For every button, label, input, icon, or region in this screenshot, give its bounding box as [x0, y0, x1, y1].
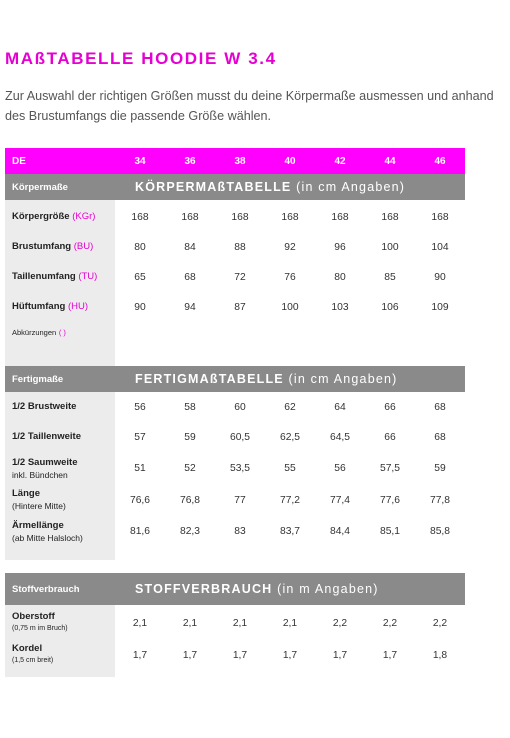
table-row	[5, 262, 465, 292]
table-cell: 2,2	[432, 617, 448, 629]
size-label: 44	[384, 155, 396, 167]
table-cell: 90	[134, 301, 146, 313]
table-cell: 85,8	[429, 526, 451, 537]
koerper-section-title: KÖRPERMAßTABELLE (in cm Angaben)	[135, 180, 406, 194]
row-values	[115, 432, 465, 443]
row-label	[5, 488, 115, 512]
table-cell: 77	[234, 494, 246, 506]
table-cell: 94	[184, 301, 196, 313]
table-cell: 52	[184, 463, 196, 474]
table-cell: 2,1	[232, 617, 248, 629]
table-cell: 56	[134, 401, 146, 413]
table-row	[5, 607, 465, 639]
table-cell: 103	[331, 301, 349, 313]
table-cell: 104	[431, 241, 449, 253]
row-sublabel: (ab Mitte Halsloch)	[12, 532, 83, 543]
size-label: 36	[184, 155, 196, 167]
stoff-section-title: STOFFVERBRAUCH (in m Angaben)	[135, 582, 379, 596]
table-cell: 59	[184, 431, 196, 443]
table-cell: 65	[134, 271, 146, 283]
table-cell: 62	[284, 401, 296, 413]
stoff-section-label: Stoffverbrauch	[12, 583, 80, 595]
row-name: Hüftumfang	[12, 301, 66, 312]
table-cell: 76	[284, 271, 296, 283]
table-cell: 56	[334, 463, 346, 474]
row-name: Länge	[12, 488, 40, 499]
table-cell: 100	[281, 301, 299, 313]
table-cell: 57	[134, 431, 146, 443]
table-cell: 80	[134, 241, 146, 253]
table-cell: 88	[234, 241, 246, 253]
row-name: 1/2 Taillenweite	[12, 431, 81, 442]
row-label	[5, 520, 115, 544]
table-cell: 57,5	[379, 463, 401, 474]
note-text: Abkürzungen	[12, 328, 57, 337]
table-cell: 58	[184, 401, 196, 413]
table-cell: 84,4	[329, 526, 351, 537]
table-cell: 168	[331, 211, 349, 223]
row-abbreviation: (HU)	[67, 301, 88, 312]
table-row	[5, 392, 465, 422]
table-row	[5, 292, 465, 322]
row-values	[115, 242, 465, 253]
row-values	[115, 495, 465, 506]
table-cell: 168	[431, 211, 449, 223]
table-cell: 66	[384, 401, 396, 413]
table-cell: 77,4	[329, 494, 351, 506]
table-cell: 85	[384, 271, 396, 283]
table-cell: 72	[234, 271, 246, 283]
table-cell: 80	[334, 271, 346, 283]
table-row	[5, 232, 465, 262]
row-sublabel: inkl. Bündchen	[12, 469, 68, 480]
table-cell: 100	[381, 241, 399, 253]
table-cell: 168	[381, 211, 399, 223]
table-cell: 87	[234, 301, 246, 313]
row-name: Kordel	[12, 643, 43, 654]
row-label	[5, 211, 115, 223]
row-values	[115, 272, 465, 283]
row-values	[115, 463, 465, 474]
table-cell: 84	[184, 241, 196, 253]
table-cell: 168	[131, 211, 149, 223]
row-name: 1/2 Saumweite	[12, 456, 78, 468]
row-values	[115, 618, 465, 629]
table-cell: 96	[334, 241, 346, 253]
row-label	[5, 431, 115, 443]
koerper-section-header	[5, 174, 465, 200]
table-cell: 1,7	[282, 649, 298, 661]
page-title: MAßTABELLE HOODIE W 3.4	[5, 49, 277, 68]
row-label	[5, 301, 115, 313]
table-cell: 92	[284, 241, 296, 253]
row-name: Körpergröße	[12, 211, 70, 222]
table-cell: 77,6	[379, 494, 401, 506]
size-label: 34	[134, 155, 146, 167]
stoff-section-header	[5, 573, 465, 605]
fertig-section-header	[5, 366, 465, 392]
note-label	[5, 327, 115, 339]
table-row	[5, 515, 465, 548]
fertig-section-label: Fertigmaße	[12, 373, 64, 385]
row-values	[115, 402, 465, 413]
table-cell: 64	[334, 401, 346, 413]
table-cell: 68	[434, 431, 446, 443]
row-values	[115, 212, 465, 223]
row-name: Oberstoff	[12, 611, 55, 622]
table-cell: 1,7	[232, 649, 248, 661]
table-cell: 2,2	[332, 617, 348, 629]
table-cell: 51	[134, 463, 146, 474]
fertig-section-title: FERTIGMAßTABELLE (in cm Angaben)	[135, 372, 398, 386]
row-label	[5, 611, 115, 635]
row-label	[5, 643, 115, 667]
table-cell: 68	[184, 271, 196, 283]
table-cell: 66	[384, 431, 396, 443]
koerper-table	[5, 148, 465, 371]
table-cell: 53,5	[229, 463, 251, 474]
table-cell: 106	[381, 301, 399, 313]
fertig-table	[5, 366, 465, 560]
table-cell: 76,6	[129, 494, 151, 506]
table-cell: 81,6	[129, 526, 151, 537]
row-values	[115, 302, 465, 313]
table-cell: 1,7	[382, 649, 398, 661]
table-cell: 83	[234, 526, 246, 537]
table-cell: 168	[281, 211, 299, 223]
table-cell: 62,5	[279, 431, 301, 443]
table-cell: 2,2	[382, 617, 398, 629]
size-label: 42	[334, 155, 346, 167]
table-cell: 1,7	[132, 649, 148, 661]
table-cell: 1,8	[432, 649, 448, 661]
table-cell: 168	[181, 211, 199, 223]
table-cell: 82,3	[179, 526, 201, 537]
intro-text: Zur Auswahl der richtigen Größen musst du deine Körpermaße ausmessen und anhand des Brustumfangs die passende Größe wählen.	[5, 89, 494, 123]
size-header-row	[5, 148, 465, 174]
row-sublabel: (Hintere Mitte)	[12, 501, 66, 511]
table-cell: 77,2	[279, 494, 301, 506]
table-cell: 76,8	[179, 494, 201, 506]
row-label	[5, 271, 115, 283]
table-cell: 2,1	[132, 617, 148, 629]
size-label: 38	[234, 155, 246, 167]
table-cell: 68	[434, 401, 446, 413]
size-label: 40	[284, 155, 296, 167]
note-abbr: ( )	[58, 328, 66, 337]
abbreviation-note	[5, 322, 465, 344]
table-row	[5, 452, 465, 485]
table-cell: 1,7	[332, 649, 348, 661]
row-abbreviation: (TU)	[78, 271, 98, 282]
table-cell: 64,5	[329, 431, 351, 443]
row-label	[5, 401, 115, 413]
size-label: 46	[434, 155, 446, 167]
table-cell: 109	[431, 301, 449, 313]
row-values	[115, 526, 465, 537]
table-cell: 2,1	[282, 617, 298, 629]
table-cell: 1,7	[182, 649, 198, 661]
table-cell: 90	[434, 271, 446, 283]
row-abbreviation: (KGr)	[72, 211, 96, 222]
table-cell: 85,1	[379, 526, 401, 537]
row-values	[115, 650, 465, 661]
table-row	[5, 202, 465, 232]
row-name: Brustumfang	[12, 241, 72, 252]
table-row	[5, 422, 465, 452]
size-system-label: DE	[12, 155, 26, 167]
table-row	[5, 485, 465, 515]
stoff-table	[5, 573, 465, 677]
row-abbreviation: (BU)	[73, 241, 94, 252]
table-cell: 60,5	[229, 431, 251, 443]
row-name: Taillenumfang	[12, 271, 76, 282]
table-cell: 2,1	[182, 617, 198, 629]
table-cell: 168	[231, 211, 249, 223]
row-name: 1/2 Brustweite	[12, 401, 77, 412]
table-cell: 55	[284, 463, 296, 474]
table-cell: 60	[234, 401, 246, 413]
table-row	[5, 639, 465, 671]
row-label	[5, 241, 115, 253]
row-label	[5, 457, 115, 481]
row-name: Ärmellänge	[12, 519, 64, 531]
row-sublabel: (0,75 m im Bruch)	[12, 625, 68, 632]
table-cell: 77,8	[429, 494, 451, 506]
koerper-section-label: Körpermaße	[12, 181, 68, 193]
table-cell: 59	[434, 463, 446, 474]
row-sublabel: (1,5 cm breit)	[12, 657, 54, 664]
table-cell: 83,7	[279, 526, 301, 537]
